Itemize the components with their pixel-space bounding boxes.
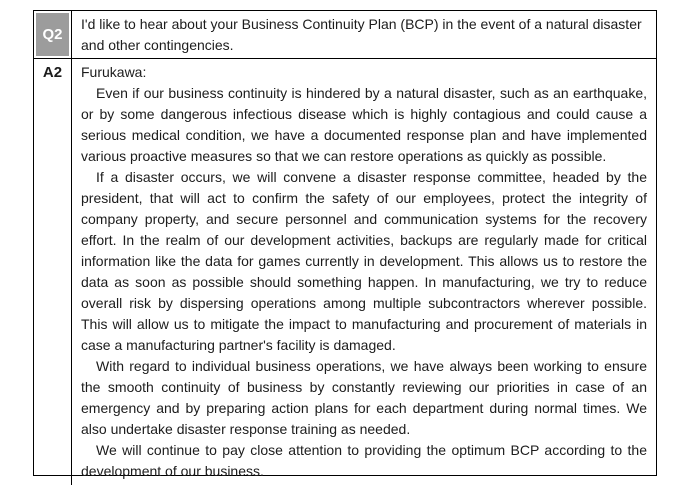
answer-label-cell (34, 59, 72, 485)
answer-paragraph: With regard to individual business operations, we have always been working to ensure the smooth continuity of business by constantly reviewing our priorities in case of an emergency and by preparing action plans for each department during normal times. We also undertake disaster response training as needed. (81, 358, 647, 437)
qa-table (33, 10, 657, 479)
question-content-cell (72, 11, 656, 58)
question-row (34, 11, 656, 59)
answer-label: A2 (42, 64, 63, 81)
question-text: I'd like to hear about your Business Continuity Plan (BCP) in the event of a natural disaster and other contingencies. (81, 16, 642, 53)
answer-paragraph: If a disaster occurs, we will convene a disaster response committee, headed by the president, that will act to confirm the safety of our employees, protect the integrity of company property, and secure personnel and communication systems for the recovery effort. In the realm of our development activities, backups are regularly made for critical information like the data for games currently in development. This allows us to restore the data as soon as possible should something happen. In manufacturing, we try to reduce overall risk by dispersing operations among multiple subcontractors wherever possible. This will allow us to mitigate the impact to manufacturing and procurement of materials in case a manufacturing partner's facility is damaged. (81, 169, 647, 353)
answer-content-cell (72, 59, 656, 485)
answer-row (34, 59, 656, 485)
answer-paragraph: We will continue to pay close attention to providing the optimum BCP according to the development of our business. (81, 442, 647, 479)
answer-speaker: Furukawa: (81, 64, 147, 80)
question-label: Q2 (36, 13, 69, 56)
question-label-cell (34, 11, 72, 58)
answer-paragraph: Even if our business continuity is hindered by a natural disaster, such as an earthquake, or by some dangerous infectious disease which is highly contagious and could cause a serious medical condition, we have a documented response plan and have implemented various proactive measures so that we can restore operations as quickly as possible. (81, 85, 647, 164)
